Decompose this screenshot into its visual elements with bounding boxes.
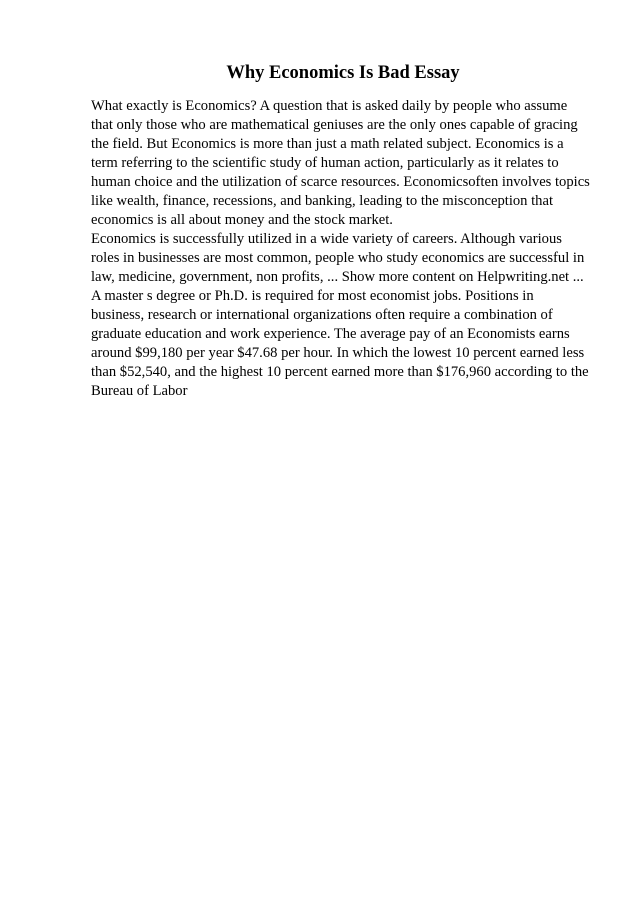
body-line: than $52,540, and the highest 10 percent earned more than $176,960 according to the [91,364,589,380]
body-line: business, research or international organizations often require a combination of [91,307,553,323]
body-line: human choice and the utilization of scarce resources. Economicsoften involves topics [91,174,590,190]
body-line: term referring to the scientific study of human action, particularly as it relates to [91,155,559,171]
body-line: around $99,180 per year $47.68 per hour. In which the lowest 10 percent earned less [91,345,585,361]
body-line: Economics is successfully utilized in a wide variety of careers. Although various [91,231,562,247]
body-line: A master s degree or Ph.D. is required for most economist jobs. Positions in [91,288,534,304]
body-line: What exactly is Economics? A question that is asked daily by people who assume [91,98,568,114]
body-line: graduate education and work experience. The average pay of an Economists earns [91,326,570,342]
body-line: the field. But Economics is more than just a math related subject. Economics is a [91,136,564,152]
document-title: Why Economics Is Bad Essay [226,63,460,83]
body-line: like wealth, finance, recessions, and banking, leading to the misconception that [91,193,553,209]
body-line: Bureau of Labor [91,383,188,399]
body-line: economics is all about money and the stock market. [91,212,393,228]
body-line: roles in businesses are most common, people who study economics are successful in [91,250,585,266]
body-line: law, medicine, government, non profits, ... Show more content on Helpwriting.net ... [91,269,584,285]
body-line: that only those who are mathematical geniuses are the only ones capable of gracing [91,117,578,133]
